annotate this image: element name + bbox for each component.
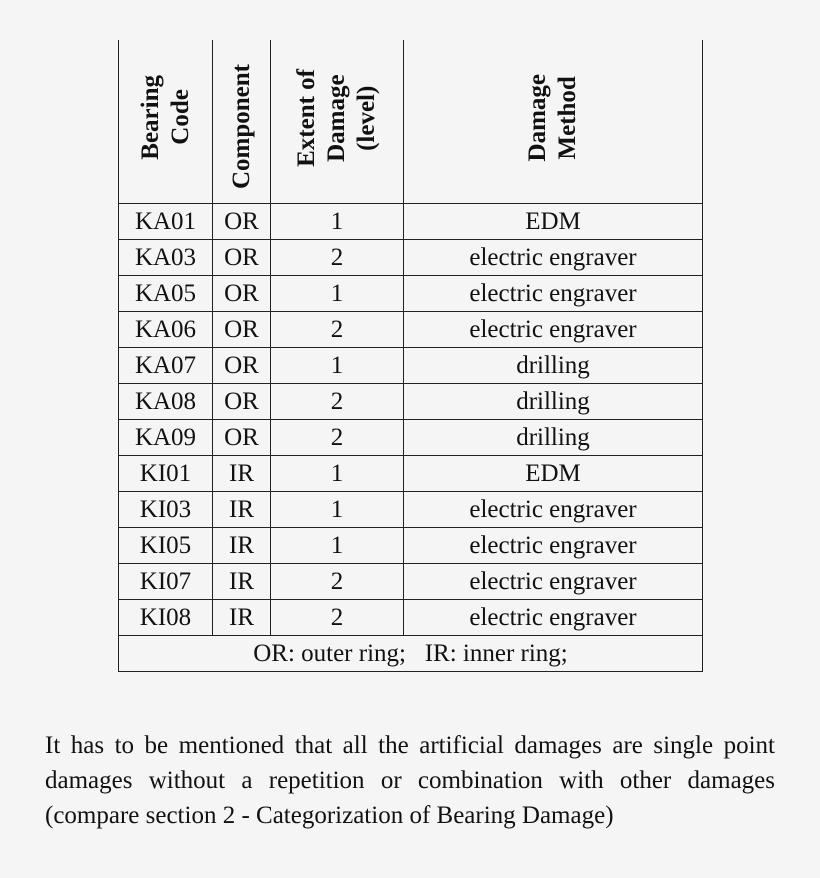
cell-method: EDM [404,456,703,492]
cell-bearing-code: KA07 [119,348,213,384]
cell-method: drilling [404,384,703,420]
body-paragraph: It has to be mentioned that all the artificial damages are single point damages without a repetition or combination with other damages (compare section 2 - Categorization of Bearing Damage) [45,732,775,829]
table-footnote: OR: outer ring; IR: inner ring; [119,636,703,672]
cell-bearing-code: KA05 [119,276,213,312]
cell-component: OR [213,312,271,348]
cell-extent: 2 [271,600,404,636]
cell-bearing-code: KA01 [119,204,213,240]
cell-method: drilling [404,420,703,456]
cell-component: OR [213,204,271,240]
cell-bearing-code: KA08 [119,384,213,420]
header-extent-of-damage: Extent of Damage (level) [271,40,404,204]
cell-extent: 1 [271,456,404,492]
cell-bearing-code: KI03 [119,492,213,528]
cell-extent: 2 [271,384,404,420]
cell-bearing-code: KI01 [119,456,213,492]
cell-extent: 2 [271,420,404,456]
cell-method: electric engraver [404,312,703,348]
cell-method: electric engraver [404,528,703,564]
table-row [119,348,703,384]
cell-bearing-code: KA03 [119,240,213,276]
cell-component: IR [213,456,271,492]
cell-method: electric engraver [404,600,703,636]
cell-bearing-code: KA06 [119,312,213,348]
table-row [119,492,703,528]
cell-extent: 2 [271,564,404,600]
cell-extent: 1 [271,528,404,564]
cell-component: OR [213,276,271,312]
table-row [119,312,703,348]
cell-method: drilling [404,348,703,384]
cell-extent: 1 [271,204,404,240]
cell-bearing-code: KI08 [119,600,213,636]
table-row [119,600,703,636]
table-row [119,240,703,276]
cell-extent: 1 [271,348,404,384]
table-row [119,384,703,420]
table-row [119,420,703,456]
table-row [119,276,703,312]
table-row [119,204,703,240]
cell-bearing-code: KI05 [119,528,213,564]
cell-method: electric engraver [404,240,703,276]
table-header-row [119,40,703,204]
cell-extent: 1 [271,276,404,312]
cell-component: OR [213,348,271,384]
cell-bearing-code: KA09 [119,420,213,456]
cell-component: IR [213,600,271,636]
cell-method: electric engraver [404,492,703,528]
cell-extent: 2 [271,240,404,276]
cell-extent: 1 [271,492,404,528]
table-body [119,204,703,672]
cell-component: IR [213,492,271,528]
cell-component: OR [213,240,271,276]
table-row [119,564,703,600]
damage-table-container [118,40,702,672]
table-footnote-row [119,636,703,672]
bearing-damage-table [118,40,703,672]
header-component: Component [213,40,271,204]
cell-component: OR [213,420,271,456]
header-bearing-code: Bearing Code [119,40,213,204]
cell-bearing-code: KI07 [119,564,213,600]
table-row [119,456,703,492]
header-damage-method: Damage Method [404,40,703,204]
cell-method: electric engraver [404,276,703,312]
table-row [119,528,703,564]
cell-component: IR [213,528,271,564]
cell-extent: 2 [271,312,404,348]
cell-component: IR [213,564,271,600]
cell-method: electric engraver [404,564,703,600]
cell-component: OR [213,384,271,420]
cell-method: EDM [404,204,703,240]
